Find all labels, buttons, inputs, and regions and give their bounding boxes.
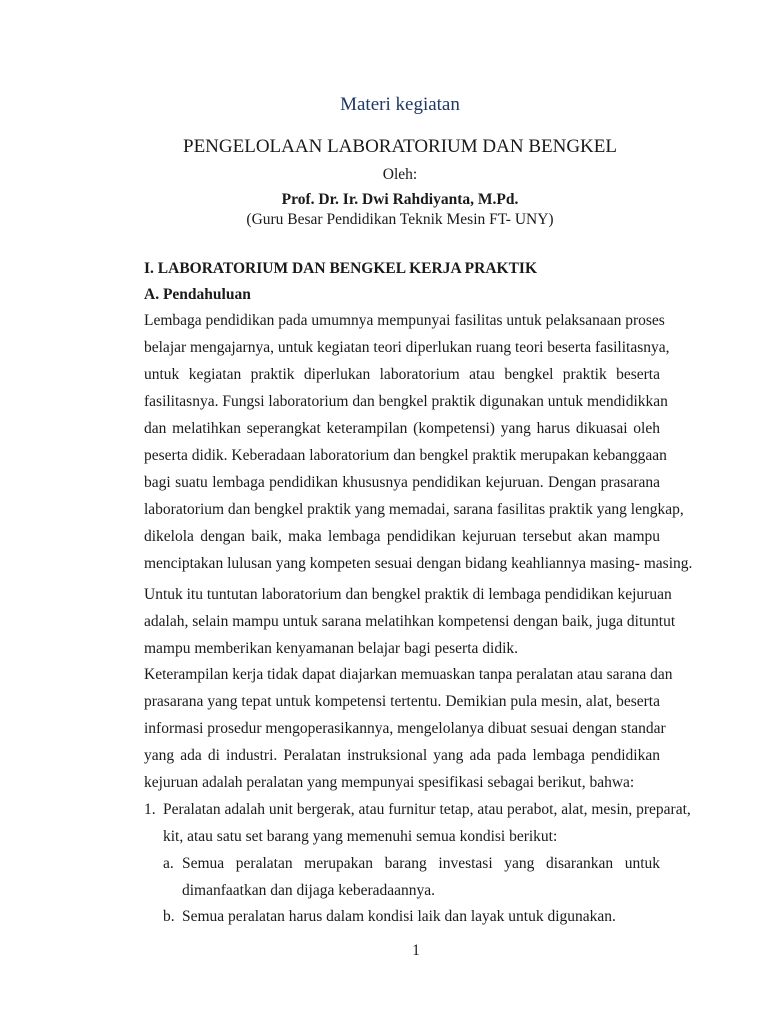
paragraph-line: untuk kegiatan praktik diperlukan laboratorium atau bengkel praktik beserta — [144, 366, 660, 383]
page-number: 1 — [412, 942, 420, 959]
sublist-item-line: Semua peralatan merupakan barang investasi yang disarankan untuk — [182, 855, 660, 872]
paragraph-line: peserta didik. Keberadaan laboratorium dan bengkel praktik merupakan kebanggaan — [144, 447, 667, 464]
sublist-marker: a. — [163, 855, 174, 872]
document-title: PENGELOLAAN LABORATORIUM DAN BENGKEL — [183, 136, 617, 157]
paragraph-line: bagi suatu lembaga pendidikan khususnya pendidikan kejuruan. Dengan prasarana — [144, 474, 660, 491]
paragraph-line: dikelola dengan baik, maka lembaga pendidikan kejuruan tersebut akan mampu — [144, 528, 660, 545]
byline: Oleh: — [382, 166, 418, 183]
list-marker: 1. — [144, 801, 156, 818]
author-name: Prof. Dr. Ir. Dwi Rahdiyanta, M.Pd. — [281, 191, 519, 208]
paragraph-line: Untuk itu tuntutan laboratorium dan bengkel praktik di lembaga pendidikan kejuruan — [144, 586, 672, 603]
paragraph-line: belajar mengajarnya, untuk kegiatan teori diperlukan ruang teori beserta fasilitasnya, — [144, 339, 670, 356]
subsection-heading: A. Pendahuluan — [144, 286, 251, 303]
paragraph-line: Keterampilan kerja tidak dapat diajarkan memuaskan tanpa peralatan atau sarana dan — [144, 666, 673, 683]
paragraph-line: yang ada di industri. Peralatan instruksional yang ada pada lembaga pendidikan — [144, 747, 660, 764]
paragraph-line: menciptakan lulusan yang kompeten sesuai dengan bidang keahliannya masing- masing. — [144, 555, 693, 572]
sublist-item-line: dimanfaatkan dan dijaga keberadaannya. — [182, 882, 436, 899]
paragraph-line: laboratorium dan bengkel praktik yang memadai, sarana fasilitas praktik yang lengkap, — [144, 501, 684, 518]
paragraph-line: adalah, selain mampu untuk sarana melatihkan kompetensi dengan baik, juga dituntut — [144, 613, 676, 630]
sublist-item-line: Semua peralatan harus dalam kondisi laik dan layak untuk digunakan. — [182, 908, 616, 925]
paragraph-line: dan melatihkan seperangkat keterampilan (kompetensi) yang harus dikuasai oleh — [144, 420, 660, 437]
paragraph-line: informasi prosedur mengoperasikannya, mengelolanya dibuat sesuai dengan standar — [144, 720, 666, 737]
list-item-line: Peralatan adalah unit bergerak, atau furnitur tetap, atau perabot, alat, mesin, preparat, — [163, 801, 691, 818]
section-heading: I. LABORATORIUM DAN BENGKEL KERJA PRAKTIK — [144, 260, 538, 277]
paragraph-line: mampu memberikan kenyamanan belajar bagi peserta didik. — [144, 640, 519, 657]
author-affiliation: (Guru Besar Pendidikan Teknik Mesin FT- UNY) — [246, 211, 554, 228]
document-label: Materi kegiatan — [340, 94, 460, 115]
sublist-marker: b. — [163, 908, 175, 925]
paragraph-line: prasarana yang tepat untuk kompetensi tertentu. Demikian pula mesin, alat, beserta — [144, 693, 660, 710]
paragraph-line: kejuruan adalah peralatan yang mempunyai spesifikasi sebagai berikut, bahwa: — [144, 774, 635, 791]
list-item-line: kit, atau satu set barang yang memenuhi semua kondisi berikut: — [163, 828, 558, 845]
paragraph-line: fasilitasnya. Fungsi laboratorium dan bengkel praktik digunakan untuk mendidikkan — [144, 393, 668, 410]
paragraph-line: Lembaga pendidikan pada umumnya mempunyai fasilitas untuk pelaksanaan proses — [144, 312, 665, 329]
